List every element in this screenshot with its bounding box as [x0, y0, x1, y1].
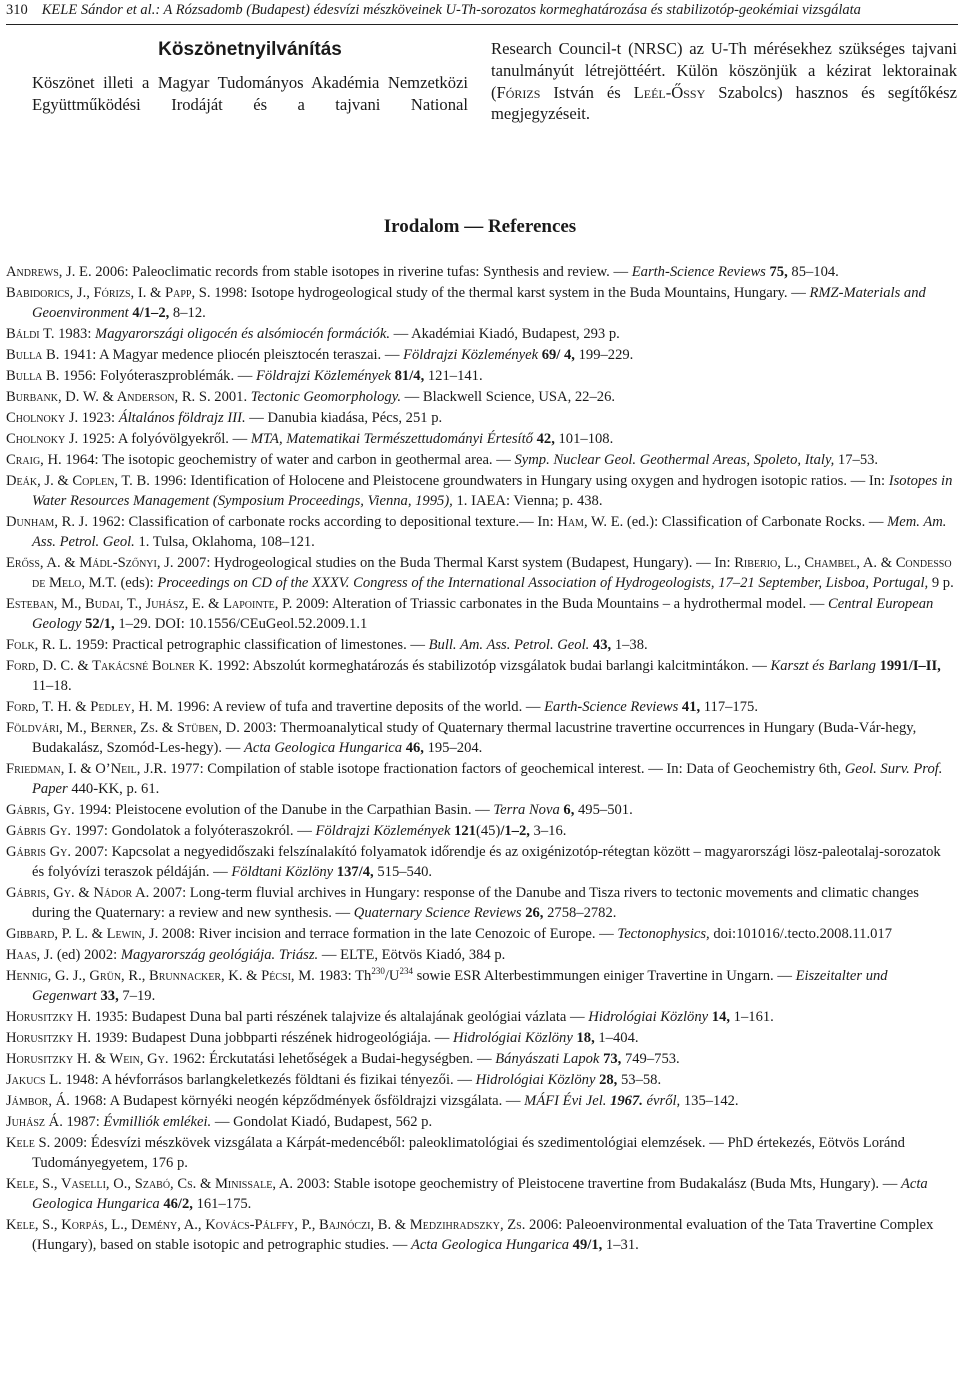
text-segment: Horusitzky H. & Wein, Gy. [6, 1051, 169, 1067]
text-segment: Kele S. [6, 1135, 51, 1151]
text-segment: Horusitzky H. [6, 1030, 92, 1046]
text-segment: RMZ-Materials and Geoenvironment [32, 285, 926, 321]
reference-entry [6, 594, 956, 634]
text-segment: Quaternary Science Reviews [353, 905, 522, 921]
acknowledgements-text-left: Köszönet illeti a Magyar Tudományos Akadémia Nemzetközi Együttműködési Irodáját és a tajvani National [32, 73, 468, 114]
text-segment: Proceedings on CD of the XXXV. Congress of the International Association of Hydrogeologists, 17–21 September, Lisboa, Portugal, [157, 575, 929, 591]
text-segment: 2003: Stable isotope geochemistry of Pleistocene travertine from Budakalász (Buda Mts, Hungary). — [293, 1176, 901, 1192]
running-head-text: KELE Sándor et al.: A Rózsadomb (Budapest) édesvízi mészköveinek U-Th-sorozatos kormeghatározása és stabilizotóp-geokémiai vizsgálata [41, 2, 861, 18]
text-segment: Andrews, J. E. [6, 264, 92, 280]
text-segment: Acta Geologica Hungarica [410, 1237, 570, 1253]
text-segment: 1–404. [594, 1030, 639, 1046]
running-header [6, 2, 958, 25]
text-segment: Földvári, M., Berner, Zs. & Stüben, D. [6, 720, 240, 736]
text-segment: 1964: The isotopic geochemistry of water and carbon in geothermal area. — [61, 452, 515, 468]
reference-entry [6, 450, 956, 470]
reference-entry [6, 1049, 956, 1069]
text-segment: Gibbard, P. L. & Lewin, J. [6, 926, 159, 942]
text-segment: évről, [642, 1093, 681, 1109]
text-segment: 52/1, [81, 616, 115, 632]
text-segment: Riberio, L., Chambel, A. & Condesso de Melo, M.T. [32, 555, 952, 591]
reference-list [6, 262, 956, 1256]
text-segment: 1935: Budapest Duna bal parti részének talajvize és altalajának geológiai vázlata — [91, 1009, 589, 1025]
text-segment: 121–141. [424, 368, 483, 384]
text-segment: Földrajzi Közlemények [256, 368, 391, 384]
text-segment: 42, [532, 431, 555, 447]
text-segment: 135–142. [680, 1093, 739, 1109]
text-segment: 49/1, [569, 1237, 603, 1253]
text-segment: 11–18. [32, 678, 72, 694]
text-segment: Acta Geologica Hungarica [32, 1176, 928, 1212]
text-segment: 1967. [606, 1093, 643, 1109]
text-segment: Évmilliók emlékei. [103, 1114, 212, 1130]
text-segment: Magyarországi oligocén és alsómiocén formációk. [95, 326, 390, 342]
text-segment: Mem. Am. Ass. Petrol. Geol. [32, 514, 947, 550]
text-segment: Hennig, G. J., Grün, R., Brunnacker, K. & Pécsi, M. [6, 968, 315, 984]
reference-entry [6, 1091, 956, 1111]
text-segment: Symp. Nuclear Geol. Geothermal Areas, Spoleto, Italy, [514, 452, 835, 468]
text-segment: Babidorics, J., Fórizs, I. & Papp, S. [6, 285, 211, 301]
text-segment: 515–540. [373, 864, 433, 880]
text-segment: 1968: A Budapest környéki neogén képződmények ősföldrajzi vizsgálata. — [69, 1093, 525, 1109]
text-segment: 4/1–2, [128, 305, 170, 321]
text-segment: 440-KK, p. 61. [67, 781, 160, 797]
text-segment: 117–175. [700, 699, 758, 715]
text-segment: Bulla B. [6, 347, 60, 363]
reference-entry [6, 656, 956, 696]
text-segment: sowie ESR Alterbestimmungen einiger Travertine in Ungarn. — [412, 968, 796, 984]
text-segment: Gábris Gy. [6, 823, 72, 839]
text-segment: Research Council-t (NRSC) az U-Th mérésekhez szükséges tajvani tanulmányút létrejöttéért. Külön köszönjük a kézirat lektorainak ( [491, 39, 957, 102]
reference-entry [6, 512, 956, 552]
page-number: 310 [6, 2, 28, 18]
text-segment: 234 [399, 966, 413, 977]
reference-entry [6, 1070, 956, 1090]
text-segment: Central European Geology [32, 596, 934, 632]
text-segment: Eiszeitalter und Gegenwart [32, 968, 888, 1004]
text-segment: 1939: Budapest Duna jobbparti részének hidrogeológiája. — [91, 1030, 453, 1046]
text-segment: 1962: Érckutatási lehetőségek a Budai-hegységben. — [168, 1051, 496, 1067]
text-segment: Cholnoky J. [6, 431, 79, 447]
text-segment: 8–12. [169, 305, 206, 321]
text-segment: 46, [402, 740, 424, 756]
text-segment: 1983: Th [314, 968, 372, 984]
text-segment: MÁFI Évi Jel. [524, 1093, 607, 1109]
text-segment: 2009: Édesvízi mészkövek vizsgálata a Kárpát-medencéből: paleoklimatológiai és szedimentológiai elemzések. — PhD értekezés, Eötvös Loránd Tudományegyetem, 176 p. [32, 1135, 905, 1171]
reference-entry [6, 553, 956, 593]
reference-entry [6, 345, 956, 365]
text-segment: Szabolcs) hasznos és segítőkész megjegyzéseit. [491, 82, 957, 124]
text-segment: Jámbor, Á. [6, 1093, 70, 1109]
reference-entry [6, 924, 956, 944]
text-segment: István és [540, 82, 634, 102]
reference-entry [6, 945, 956, 965]
reference-entry [6, 471, 956, 511]
text-segment: — Blackwell Science, USA, 22–26. [401, 389, 616, 405]
text-segment: Burbank, D. W. & Anderson, R. S. [6, 389, 211, 405]
text-segment: Horusitzky H. [6, 1009, 92, 1025]
reference-entry [6, 800, 956, 820]
text-segment: (eds): [116, 575, 158, 591]
text-segment: 230 [371, 966, 385, 977]
text-segment: Bull. Am. Ass. Petrol. Geol. [428, 637, 590, 653]
text-segment: Földtani Közlöny [231, 864, 334, 880]
text-segment: 2001. [210, 389, 251, 405]
text-segment: Hidrológiai Közlöny [452, 1030, 573, 1046]
text-segment: 3–16. [529, 823, 567, 839]
text-segment: 1987: [62, 1114, 104, 1130]
text-segment: — Danubia kiadása, Pécs, 251 p. [245, 410, 443, 426]
text-segment: /1–2, [500, 823, 530, 839]
text-segment: 1998: Isotope hydrogeological study of the thermal karst system in the Buda Mountains, Hungary. — [210, 285, 810, 301]
text-segment: 33, [96, 988, 119, 1004]
text-segment: 495–501. [574, 802, 633, 818]
text-segment: 81/4, [390, 368, 425, 384]
text-segment: 1–38. [611, 637, 648, 653]
text-segment: 75, [765, 264, 788, 280]
text-segment: Terra Nova [493, 802, 560, 818]
text-segment: 1–29. DOI: 10.1556/CEuGeol.52.2009.1.1 [114, 616, 368, 632]
reference-entry [6, 366, 956, 386]
text-segment: 1923: [78, 410, 119, 426]
text-segment: 26, [521, 905, 544, 921]
acknowledgements-title: Köszönetnyilvánítás [158, 39, 342, 60]
text-segment: 2003: Thermoanalytical study of Quaternary thermal lacustrine travertine occurrences in Hungary (Buda-Vár-hegy, Budakalász, Szomód-Les-hegy). — [32, 720, 917, 756]
text-segment: Friedman, I. & O’Neil, J.R. [6, 761, 167, 777]
text-segment: Fórizs [496, 82, 541, 102]
text-segment: 1941: A Magyar medence pliocén pleisztocén teraszai. — [59, 347, 404, 363]
text-segment: 18, [572, 1030, 595, 1046]
text-segment: 41, [678, 699, 701, 715]
text-segment: 2006: Paleoenvironmental evaluation of the Tata Travertine Complex (Hungary), based on stable isotopic and petrographic studies. — [32, 1217, 934, 1253]
text-segment: 28, [595, 1072, 618, 1088]
text-segment: Általános földrajz III. [118, 410, 246, 426]
reference-entry [6, 1028, 956, 1048]
text-segment: 17–53. [834, 452, 879, 468]
text-segment: 1925: A folyóvölgyekről. — [78, 431, 251, 447]
text-segment: 1956: Folyóteraszproblémák. — [59, 368, 257, 384]
acknowledgements-text-right [491, 38, 957, 125]
text-segment: 9 p. [928, 575, 954, 591]
text-segment: Ford, D. C. & Takácsné Bolner K. [6, 658, 213, 674]
text-segment: 101–108. [554, 431, 614, 447]
reference-entry [6, 429, 956, 449]
text-segment: 2007: Long-term fluvial archives in Hungary: response of the Danube and Tisza rivers to tectonic movements and climatic changes during the Quaternary: a review and new synthesis. — [32, 885, 919, 921]
text-segment: Báldi T. [6, 326, 55, 342]
text-segment: 46/2, [159, 1196, 193, 1212]
text-segment: 6, [559, 802, 575, 818]
text-segment: — ELTE, Eötvös Kiadó, 384 p. [318, 947, 506, 963]
text-segment: Ham, W. E. [557, 514, 624, 530]
text-segment: Hidrológiai Közlöny [475, 1072, 596, 1088]
text-segment: 749–753. [621, 1051, 680, 1067]
text-segment: 1994: Pleistocene evolution of the Danube in the Carpathian Basin. — [74, 802, 494, 818]
reference-entry [6, 1112, 956, 1132]
text-segment: Cholnoky J. [6, 410, 79, 426]
text-segment: 1977: Compilation of stable isotope fractionation factors of geochemical interest. — In: Data of Geochemistry 6th, [166, 761, 845, 777]
text-segment: 1–31. [602, 1237, 639, 1253]
text-segment: Földrajzi Közlemények [403, 347, 539, 363]
text-segment: Isotopes in Water Resources Management (Symposium Proceedings, Vienna, 1995), [32, 473, 953, 509]
text-segment: 2007: Hydrogeological studies on the Buda Thermal Karst system (Budapest, Hungary). — In: [173, 555, 735, 571]
text-segment: Geol. Surv. Prof. Paper [32, 761, 943, 797]
text-segment: 1962: Classification of carbonate rocks according to depositional texture.— In: [87, 514, 558, 530]
text-segment: Kele, S., Korpás, L., Demény, A., Kovács-Pálffy, P., Bajnóczi, B. & Medzihradszky, Zs. [6, 1217, 526, 1233]
acknowledgements-left-column [32, 38, 468, 116]
text-segment: 2006: Paleoclimatic records from stable isotopes in riverine tufas: Synthesis and review. — [91, 264, 632, 280]
reference-entry [6, 1133, 956, 1173]
text-segment: 1996: Identification of Holocene and Pleistocene groundwaters in Hungary using oxygen and hydrogen isotopic ratios. — In: [149, 473, 889, 489]
reference-entry [6, 1174, 956, 1214]
text-segment: Dunham, R. J. [6, 514, 88, 530]
text-segment: Esteban, M., Budai, T., Juhász, E. & Lapointe, P. [6, 596, 293, 612]
text-segment: Gábris, Gy. [6, 802, 75, 818]
text-segment: Folk, R. L. [6, 637, 72, 653]
reference-entry [6, 1215, 956, 1255]
text-segment: Gábris Gy. [6, 844, 72, 860]
text-segment: 1948: A hévforrásos barlangkeletkezés földtani és fizikai tényezői. — [61, 1072, 476, 1088]
reference-entry [6, 283, 956, 323]
text-segment: Earth-Science Reviews [544, 699, 679, 715]
text-segment: Tectonophysics, [617, 926, 710, 942]
text-segment: 2008: River incision and terrace formation in the late Cenozoic of Europe. — [158, 926, 618, 942]
text-segment: Hidrológiai Közlöny [588, 1009, 709, 1025]
text-segment: — Akadémiai Kiadó, Budapest, 293 p. [389, 326, 620, 342]
text-segment: Leél-Őssy [633, 82, 706, 102]
text-segment: 69/ 4, [538, 347, 575, 363]
text-segment: doi:101016/.tecto.2008.11.017 [709, 926, 892, 942]
text-segment: 1996: A review of tufa and travertine deposits of the world. — [172, 699, 545, 715]
text-segment: — Gondolat Kiadó, Budapest, 562 p. [211, 1114, 433, 1130]
text-segment: 2007: Kapcsolat a negyedidőszaki felszínalakító folyamatok időrendje és az oxigénizotóp-rétegtan között – magyarországi lösz-paleotalaj-sorozatok és folyóvízi teraszok példáján. — [32, 844, 941, 880]
text-segment: 161–175. [192, 1196, 252, 1212]
reference-entry [6, 966, 956, 1006]
text-segment: Karszt és Barlang [770, 658, 876, 674]
reference-entry [6, 1007, 956, 1027]
text-segment: Haas, J. [6, 947, 54, 963]
text-segment: (ed.): Classification of Carbonate Rocks. — [623, 514, 888, 530]
reference-entry [6, 842, 956, 882]
text-segment: 53–58. [617, 1072, 662, 1088]
text-segment: 1992: Abszolút kormeghatározás és stabilizotóp vizsgálatok budai barlangi kalcitmintákon. — [212, 658, 771, 674]
text-segment: 1991/I–II, [875, 658, 941, 674]
text-segment: Deák, J. & Coplen, T. B. [6, 473, 150, 489]
reference-entry [6, 883, 956, 923]
text-segment: 2009: Alteration of Triassic carbonates in the Buda Mountains – a hydrothermal model. — [292, 596, 829, 612]
text-segment: MTA, Matematikai Természettudományi Értesítő [250, 431, 533, 447]
reference-entry [6, 697, 956, 717]
text-segment: 137/4, [333, 864, 374, 880]
text-segment: Acta Geologica Hungarica [243, 740, 403, 756]
text-segment: Kele, S., Vaselli, O., Szabó, Cs. & Minissale, A. [6, 1176, 294, 1192]
reference-entry [6, 635, 956, 655]
text-segment: 199–229. [574, 347, 634, 363]
text-segment: 1997: Gondolatok a folyóteraszokról. — [71, 823, 316, 839]
reference-entry [6, 408, 956, 428]
reference-entry [6, 262, 956, 282]
reference-entry [6, 324, 956, 344]
text-segment: Magyarország geológiája. Triász. [120, 947, 319, 963]
text-segment: Gábris, Gy. & Nádor A. [6, 885, 150, 901]
text-segment: 85–104. [787, 264, 839, 280]
text-segment: 43, [589, 637, 612, 653]
text-segment: 1959: Practical petrographic classification of limestones. — [71, 637, 429, 653]
reference-entry [6, 387, 956, 407]
text-segment: (45) [475, 823, 501, 839]
text-segment: 7–19. [118, 988, 156, 1004]
text-segment: 195–204. [423, 740, 483, 756]
text-segment: 1–161. [730, 1009, 774, 1025]
reference-entry [6, 759, 956, 799]
text-segment: 14, [708, 1009, 731, 1025]
text-segment: Tectonic Geomorphology. [250, 389, 402, 405]
text-segment: 121 [450, 823, 476, 839]
text-segment: Erőss, A. & Mádl-Szőnyi, J. [6, 555, 174, 571]
text-segment: Bányászati Lapok [495, 1051, 600, 1067]
text-segment: Craig, H. [6, 452, 62, 468]
reference-entry [6, 821, 956, 841]
text-segment: Bulla B. [6, 368, 60, 384]
references-title: Irodalom — References [383, 216, 577, 237]
text-segment: Juhász Á. [6, 1114, 63, 1130]
text-segment: Ford, T. H. & Pedley, H. M. [6, 699, 173, 715]
text-segment: 1983: [54, 326, 96, 342]
text-segment: /U [384, 968, 400, 984]
text-segment: 73, [599, 1051, 622, 1067]
text-segment: 1. Tulsa, Oklahoma, 108–121. [134, 534, 315, 550]
text-segment: 2758–2782. [543, 905, 617, 921]
text-segment: Earth-Science Reviews [631, 264, 766, 280]
text-segment: Jakucs L. [6, 1072, 62, 1088]
text-segment: Földrajzi Közlemények [315, 823, 451, 839]
text-segment: 1. IAEA: Vienna; p. 438. [452, 493, 603, 509]
acknowledgements-right-column [491, 38, 957, 125]
text-segment: (ed) 2002: [53, 947, 121, 963]
reference-entry [6, 718, 956, 758]
